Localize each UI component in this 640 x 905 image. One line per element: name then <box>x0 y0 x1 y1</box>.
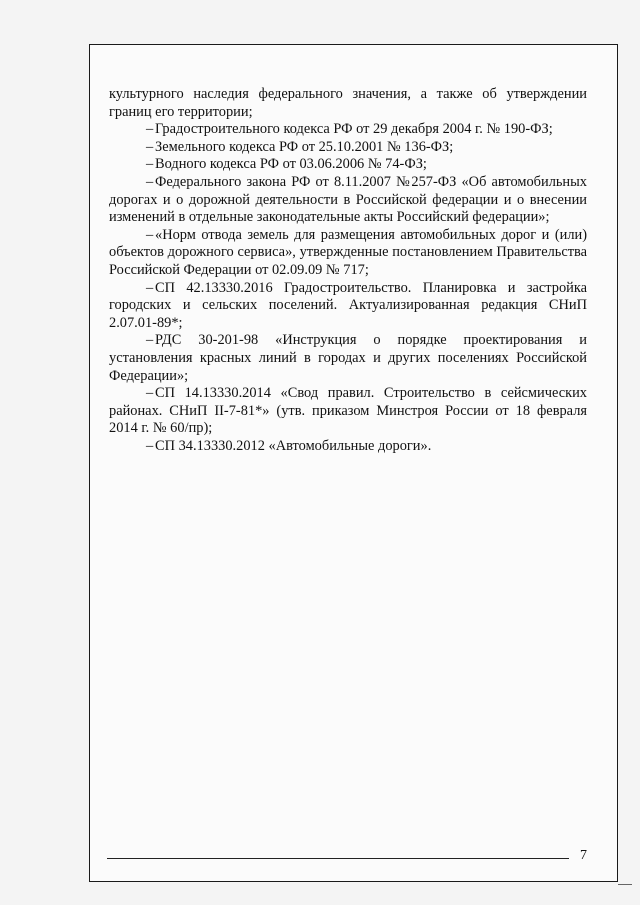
regulation-item <box>109 227 587 280</box>
regulation-list <box>109 121 587 455</box>
list-dash: – <box>146 138 154 155</box>
list-dash: – <box>146 121 154 138</box>
regulation-item <box>109 280 587 333</box>
regulation-text: РДС 30-201-98 «Инструкция о порядке проектирования и установления красных линий в городах и других поселениях Российской Федерации»; <box>109 332 587 384</box>
scan-edge-mark <box>618 884 632 885</box>
regulation-item <box>109 438 587 456</box>
regulation-item <box>109 332 587 385</box>
regulation-text: Земельного кодекса РФ от 25.10.2001 № 136-ФЗ; <box>155 138 454 155</box>
page-number: 7 <box>580 848 587 863</box>
intro-paragraph: культурного наследия федерального значения, а также об утверждении границ его территории; <box>109 86 587 120</box>
regulation-text: Федерального закона РФ от 8.11.2007 №257-ФЗ «Об автомобильных дорогах и о дорожной деятельности в Российской федерации и о внесении изменений в отдельные законодательные акты Российский федерации»; <box>109 173 587 226</box>
regulation-text: Водного кодекса РФ от 03.06.2006 № 74-ФЗ; <box>155 156 427 173</box>
regulation-item <box>109 156 587 174</box>
regulation-text: Градостроительного кодекса РФ от 29 декабря 2004 г. № 190-ФЗ; <box>155 121 553 138</box>
regulation-text: СП 14.13330.2014 «Свод правил. Строительство в сейсмических районах. СНиП II-7-81*» (утв. приказом Минстроя России от 18 февраля 2014 г. № 60/пр); <box>109 385 587 437</box>
footer-rule <box>107 858 569 859</box>
regulation-text: «Норм отвода земель для размещения автомобильных дорог и (или) объектов дорожного сервиса», утвержденные постановлением Правительства Российской Федерации от 02.09.09 № 717; <box>109 226 587 278</box>
regulation-text: СП 34.13330.2012 «Автомобильные дороги». <box>155 437 432 454</box>
list-dash: – <box>146 437 154 454</box>
regulation-item <box>109 174 587 227</box>
regulation-text: СП 42.13330.2016 Градостроительство. Планировка и застройка городских и сельских поселений. Актуализированная редакция СНиП 2.07.01-89*; <box>109 279 587 331</box>
list-dash: – <box>146 156 154 173</box>
regulation-item <box>109 385 587 438</box>
list-dash: – <box>146 226 154 243</box>
regulation-item <box>109 139 587 157</box>
document-body <box>109 86 587 455</box>
list-dash: – <box>146 332 154 349</box>
list-dash: – <box>146 279 154 296</box>
list-dash: – <box>146 385 154 402</box>
regulation-item <box>109 121 587 139</box>
list-dash: – <box>146 173 154 190</box>
